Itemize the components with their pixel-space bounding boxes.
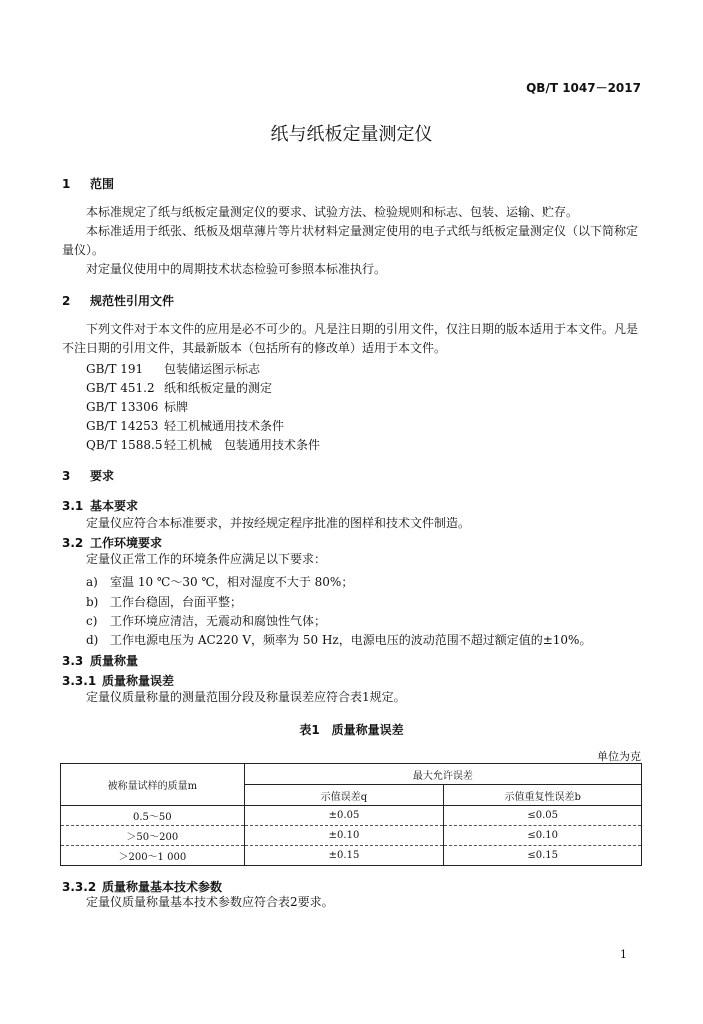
section-title: 质量称量基本技术参数	[102, 880, 223, 894]
cell-mass: ＞50～200	[61, 826, 245, 846]
list-text: 工作台稳固，台面平整；	[110, 595, 243, 609]
paragraph: 定量仪正常工作的环境条件应满足以下要求：	[86, 552, 327, 566]
reference-item	[86, 398, 188, 415]
table-unit: 单位为克	[597, 750, 641, 763]
reference-code: GB/T 14253	[86, 419, 159, 433]
cell-repeat: ≤0.05	[444, 806, 642, 826]
paragraph: 定量仪质量称量基本技术参数应符合表2要求。	[86, 895, 334, 909]
reference-code: GB/T 13306	[86, 400, 159, 414]
cell-mass: 0.5～50	[61, 806, 245, 826]
header-repeatability-error: 示值重复性误差b	[444, 785, 642, 806]
cell-mass: ＞200～1 000	[61, 846, 245, 866]
cell-error: ±0.05	[244, 806, 444, 826]
section-3-heading	[62, 467, 114, 484]
section-3-2-heading	[62, 534, 162, 551]
section-1-heading	[62, 175, 114, 192]
reference-title: 轻工机械通用技术条件	[164, 419, 285, 433]
list-text: 工作电源电压为 AC220 V，频率为 50 Hz，电源电压的波动范围不超过额定值的±10%。	[110, 633, 592, 647]
section-title: 范围	[90, 177, 115, 191]
section-title: 质量称量	[90, 654, 139, 668]
header-max-error: 最大允许误差	[244, 764, 641, 785]
header-sample-mass: 被称量试样的质量m	[61, 764, 245, 806]
list-item	[86, 593, 242, 610]
section-2-heading	[62, 292, 174, 309]
paragraph: 对定量仪使用中的周期技术状态检验可参照本标准执行。	[86, 262, 387, 276]
header-indication-error: 示值误差q	[244, 785, 444, 806]
section-number: 1	[62, 177, 71, 191]
table-row	[61, 806, 642, 826]
section-number: 3	[62, 469, 71, 483]
standard-code: QB/T 1047－2017	[526, 81, 641, 95]
section-title: 工作环境要求	[90, 536, 163, 550]
mass-error-table	[60, 763, 642, 866]
reference-item	[86, 379, 272, 396]
paragraph: 本标准规定了纸与纸板定量测定仪的要求、试验方法、检验规则和标志、包装、运输、贮存。	[86, 205, 579, 219]
table-row	[61, 846, 642, 866]
list-label: d)	[86, 633, 99, 647]
reference-title: 包装储运图示标志	[164, 362, 261, 376]
reference-item	[86, 436, 320, 453]
list-text: 工作环境应清洁，无震动和腐蚀性气体；	[110, 614, 327, 628]
section-number: 3.3.1	[62, 674, 97, 688]
section-number: 3.1	[62, 499, 84, 513]
table-row	[61, 826, 642, 846]
list-item	[86, 612, 326, 629]
cell-repeat: ≤0.10	[444, 826, 642, 846]
reference-code: GB/T 191	[86, 362, 144, 376]
table-caption: 表1 质量称量误差	[299, 723, 404, 737]
list-item	[86, 631, 591, 648]
section-3-1-heading	[62, 497, 138, 514]
reference-title: 纸和纸板定量的测定	[164, 381, 273, 395]
section-title: 规范性引用文件	[90, 294, 175, 308]
list-item	[86, 573, 353, 590]
list-label: b)	[86, 595, 99, 609]
cell-error: ±0.15	[244, 846, 444, 866]
section-number: 2	[62, 294, 71, 308]
paragraph: 定量仪应符合本标准要求，并按经规定程序批准的图样和技术文件制造。	[86, 516, 471, 530]
list-text: 室温 10 ℃～30 ℃，相对湿度不大于 80%；	[110, 575, 354, 589]
section-number: 3.3	[62, 654, 84, 668]
page-number: 1	[620, 948, 627, 961]
reference-title: 轻工机械 包装通用技术条件	[164, 438, 321, 452]
reference-title: 标牌	[164, 400, 189, 414]
cell-error: ±0.10	[244, 826, 444, 846]
section-number: 3.2	[62, 536, 84, 550]
cell-repeat: ≤0.15	[444, 846, 642, 866]
document-title: 纸与纸板定量测定仪	[270, 124, 433, 145]
paragraph: 下列文件对于本文件的应用是必不可少的。凡是注日期的引用文件，仅注日期的版本适用于本文件。凡是不注日期的引用文件，其最新版本（包括所有的修改单）适用于本文件。	[62, 322, 639, 355]
list-label: c)	[86, 614, 98, 628]
reference-item	[86, 360, 260, 377]
section-3-3-heading	[62, 652, 138, 669]
section-number: 3.3.2	[62, 880, 97, 894]
section-title: 基本要求	[90, 499, 139, 513]
list-label: a)	[86, 575, 98, 589]
reference-item	[86, 417, 284, 434]
section-3-3-1-heading	[62, 672, 174, 689]
paragraph: 本标准适用于纸张、纸板及烟草薄片等片状材料定量测定使用的电子式纸与纸板定量测定仪（以下简称定量仪）。	[62, 224, 639, 257]
reference-code: QB/T 1588.5	[86, 438, 163, 452]
section-title: 要求	[90, 469, 115, 483]
paragraph: 定量仪质量称量的测量范围分段及称量误差应符合表1规定。	[86, 690, 406, 704]
reference-code: GB/T 451.2	[86, 381, 155, 395]
section-title: 质量称量误差	[102, 674, 175, 688]
